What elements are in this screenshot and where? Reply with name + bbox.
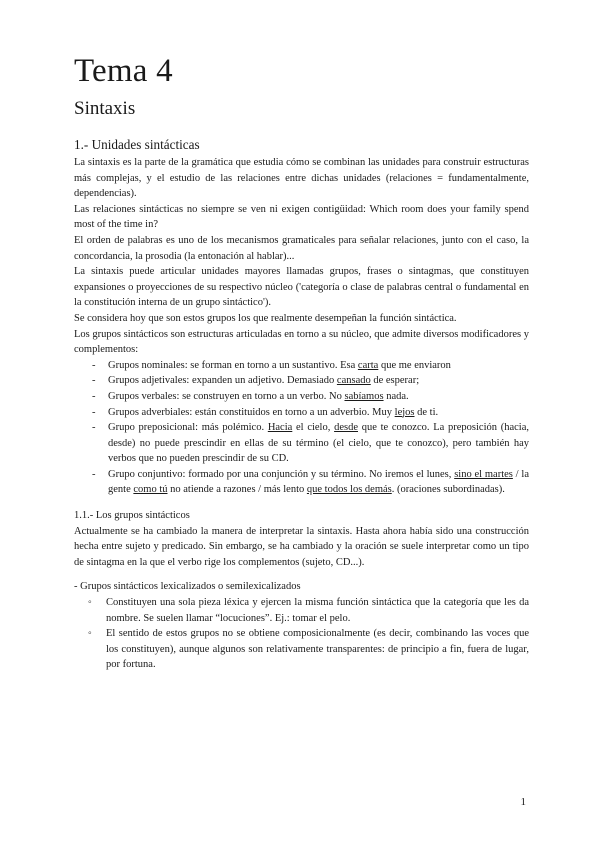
section-heading: 1.- Unidades sintácticas	[74, 137, 200, 152]
group-types-list	[74, 358, 529, 498]
page-number: 1	[520, 796, 526, 808]
list-item: ◦ El sentido de estos grupos no se obtiene composicionalmente (es decir, combinando las voces que los constituyen), aunque algunos son relativamente transparentes: de principio a fin, fuera de lugar, por fortuna.	[88, 626, 529, 673]
underlined-term: sino el martes	[454, 468, 513, 480]
list-item: - Grupos verbales: se construyen en torno a un verbo. No sabíamos nada.	[92, 389, 529, 405]
paragraph: Se considera hoy que son estos grupos los que realmente desempeñan la función sintáctica.	[74, 312, 457, 324]
paragraph: Las relaciones sintácticas no siempre se ven ni exigen contigüidad: Which room does your family spend most of the time in?	[74, 203, 529, 231]
underlined-term: que todos los demás	[306, 484, 392, 496]
underlined-term: cansado	[336, 375, 371, 387]
locutions-list	[74, 595, 529, 673]
paragraph: Los grupos sintácticos son estructuras articuladas en torno a su núcleo, que admite diversos modificadores y complementos:	[74, 328, 529, 356]
underlined-term: sabíamos	[344, 390, 384, 402]
underlined-term: como tú	[133, 484, 168, 496]
document-body	[74, 136, 529, 673]
paragraph: La sintaxis es la parte de la gramática que estudia cómo se combinan las unidades para construir estructuras más complejas, y el estudio de las relaciones entre dichas unidades (relaciones = fundamentalmente, dependencias).	[74, 157, 529, 200]
list-item: - Grupos adverbiales: están constituidos en torno a un adverbio. Muy lejos de ti.	[92, 405, 529, 421]
page-title: Tema 4	[74, 53, 173, 89]
list-heading: - Grupos sintácticos lexicalizados o semilexicalizados	[74, 581, 301, 593]
underlined-term: carta	[357, 359, 379, 371]
paragraph: Actualmente se ha cambiado la manera de interpretar la sintaxis. Hasta ahora había sido una construcción hecha entre sujeto y predicado. Sin embargo, se ha cambiado y la oración se suele interpretar como un tipo de sintagma en la que el verbo rige los complementos (sujeto, CD...).	[74, 525, 529, 568]
list-item: - Grupos adjetivales: expanden un adjetivo. Demasiado cansado de esperar;	[92, 373, 529, 389]
list-item: ◦ Constituyen una sola pieza léxica y ejercen la misma función sintáctica que la categoría que les da nombre. Se suelen llamar “locuciones”. Ej.: tomar el pelo.	[88, 595, 529, 626]
underlined-term: Hacia	[267, 422, 293, 434]
subsection-heading: 1.1.- Los grupos sintácticos	[74, 510, 190, 522]
list-item: - Grupos nominales: se forman en torno a un sustantivo. Esa carta que me enviaron	[92, 358, 529, 374]
list-item: - Grupo conjuntivo: formado por una conjunción y su término. No iremos el lunes, sino el martes / la gente como tú no atiende a razones / más lento que todos los demás. (oraciones subordinadas).	[92, 467, 529, 498]
page-subtitle: Sintaxis	[74, 98, 136, 119]
paragraph: La sintaxis puede articular unidades mayores llamadas grupos, frases o sintagmas, que constituyen expansiones o proyecciones de su respectivo núcleo ('categoría o clase de palabras central o fundamental en la constitución interna de un grupo sintáctico').	[74, 266, 529, 309]
underlined-term: lejos	[394, 406, 415, 418]
paragraph: El orden de palabras es uno de los mecanismos gramaticales para señalar relaciones, junto con el caso, la concordancia, la prosodia (la entonación al hablar)...	[74, 234, 529, 262]
list-item: - Grupo preposicional: más polémico. Hacia el cielo, desde que te conozco. La preposición (hacia, desde) no puede prescindir en ellas de su término (el cielo, que te conozco), pero también hay verbos que no pueden prescindir de su CD.	[92, 420, 529, 467]
underlined-term: desde	[334, 422, 358, 434]
